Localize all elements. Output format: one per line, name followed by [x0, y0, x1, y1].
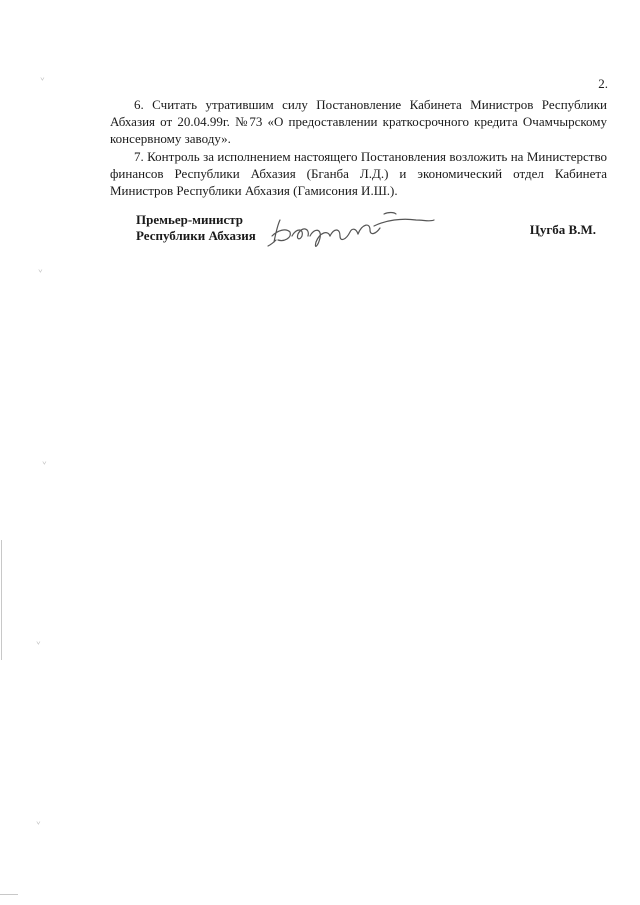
signatory-title	[136, 212, 256, 244]
signature-block	[136, 212, 596, 252]
scan-mark: ᘁ	[38, 268, 43, 278]
signatory-name: Цугба В.М.	[529, 222, 596, 237]
paragraph-6: 6. Считать утратившим силу Постановление Кабинета Министров Республики Абхазия от 20.04.99г. №73 «О предоставлении краткосрочного кредита Очамчырскому консервному заводу».	[110, 97, 607, 147]
scan-mark: ᘁ	[40, 76, 45, 86]
document-body	[110, 96, 607, 199]
scan-mark: ᘁ	[36, 640, 41, 650]
paragraph-7: 7. Контроль за исполнением настоящего Постановления возложить на Министерство финансов Республики Абхазия (Бганба Л.Д.) и экономический отдел Кабинета Министров Республики Абхазия (Гамисония И.Ш.).	[110, 148, 607, 199]
signatory-title-line1: Премьер-министр	[136, 212, 244, 227]
scan-edge	[0, 894, 18, 895]
signatory-title-line2: Республики Абхазия	[136, 228, 256, 243]
scan-edge	[1, 540, 2, 660]
page-number: 2.	[598, 76, 608, 91]
scan-mark: ᘁ	[42, 460, 47, 470]
handwritten-signature	[266, 206, 436, 254]
scan-mark: ᘁ	[36, 820, 41, 830]
